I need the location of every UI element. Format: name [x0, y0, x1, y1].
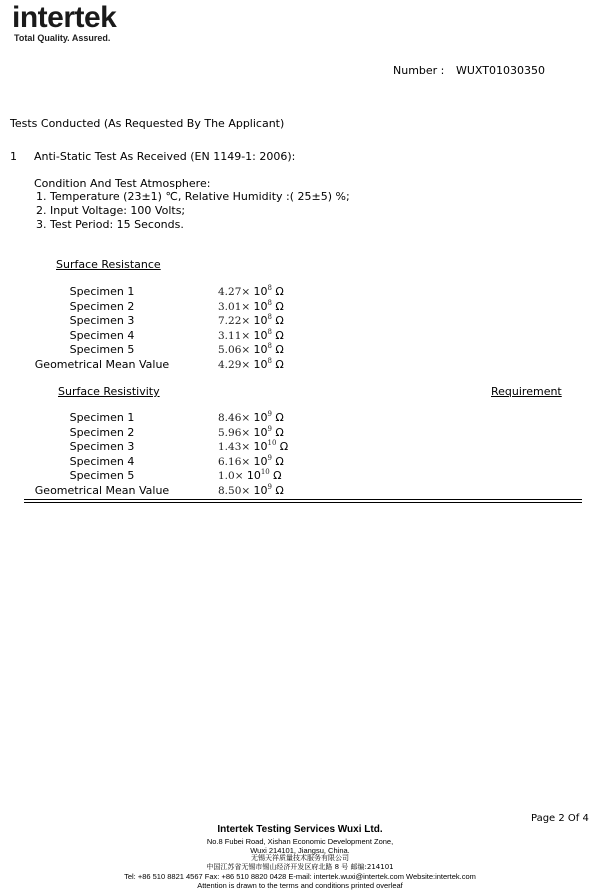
value-mantissa: 4.29× [218, 359, 251, 371]
ohm-unit: Ω [275, 411, 284, 424]
specimen-name: Specimen 2 [69, 426, 135, 439]
value-base: 10 [253, 285, 268, 298]
measurement-value [218, 440, 288, 453]
value-mantissa: 8.50× [218, 485, 251, 497]
specimen-name: Specimen 1 [69, 285, 135, 298]
value-exponent: 10 [260, 468, 270, 476]
intertek-logo: intertek [12, 1, 117, 34]
specimen-name: Specimen 3 [69, 440, 135, 453]
ohm-unit: Ω [275, 285, 284, 298]
value-base: 10 [253, 426, 268, 439]
value-mantissa: 8.46× [218, 412, 251, 424]
value-mantissa: 1.0× [218, 470, 244, 482]
footer-cn-company: 无锡天祥质量技术服务有限公司 [251, 854, 349, 862]
ohm-unit: Ω [275, 358, 284, 371]
measurement-value [218, 469, 282, 482]
value-mantissa: 5.06× [218, 344, 251, 356]
value-mantissa: 3.01× [218, 301, 251, 313]
value-exponent: 9 [267, 410, 272, 418]
ohm-unit: Ω [275, 300, 284, 313]
ohm-unit: Ω [275, 455, 284, 468]
ohm-unit: Ω [279, 440, 289, 453]
value-mantissa: 1.43× [218, 441, 251, 453]
ohm-unit: Ω [275, 343, 284, 356]
value-exponent: 10 [267, 439, 277, 447]
measurement-value [218, 455, 284, 468]
footer-contact: Tel: +86 510 8821 4567 Fax: +86 510 8820 0428 E-mail: intertek.wuxi@intertek.com Website:intertek.com [124, 872, 476, 881]
section-number: 1 [10, 150, 17, 163]
ohm-unit: Ω [275, 484, 284, 497]
measurement-value [218, 411, 284, 424]
value-mantissa: 6.16× [218, 456, 251, 468]
specimen-name: Specimen 3 [69, 314, 135, 327]
surface-resistance-heading: Surface Resistance [56, 258, 161, 271]
tests-heading: Tests Conducted (As Requested By The Applicant) [10, 117, 285, 130]
value-base: 10 [253, 343, 268, 356]
ohm-unit: Ω [273, 469, 282, 482]
ohm-unit: Ω [275, 314, 284, 327]
table-rule-bottom [24, 502, 582, 503]
value-mantissa: 5.96× [218, 427, 251, 439]
logo-tagline: Total Quality. Assured. [14, 33, 111, 43]
specimen-name: Specimen 1 [69, 411, 135, 424]
value-base: 10 [253, 484, 268, 497]
value-base: 10 [253, 358, 268, 371]
section-title: Anti-Static Test As Received (EN 1149-1: 2006): [34, 150, 296, 163]
value-exponent: 9 [267, 454, 272, 462]
specimen-name: Specimen 5 [69, 469, 135, 482]
page-number: Page 2 Of 4 [531, 813, 589, 824]
table-rule-top [24, 499, 582, 500]
specimen-name: Geometrical Mean Value [34, 484, 170, 497]
measurement-value [218, 329, 284, 342]
footer-cn-address: 中国江苏省无锡市锡山经济开发区府北路 8 号 邮编:214101 [206, 863, 394, 871]
ohm-unit: Ω [275, 426, 284, 439]
value-base: 10 [246, 469, 261, 482]
specimen-name: Geometrical Mean Value [34, 358, 170, 371]
measurement-value [218, 314, 284, 327]
value-exponent: 8 [267, 342, 272, 350]
value-mantissa: 3.11× [218, 330, 251, 342]
value-base: 10 [253, 329, 268, 342]
surface-resistivity-heading: Surface Resistivity [58, 385, 160, 398]
value-exponent: 8 [267, 299, 272, 307]
value-exponent: 8 [267, 357, 272, 365]
value-mantissa: 7.22× [218, 315, 251, 327]
value-base: 10 [253, 300, 268, 313]
measurement-value [218, 343, 284, 356]
value-exponent: 8 [267, 328, 272, 336]
footer-attention: Attention is drawn to the terms and conditions printed overleaf [197, 881, 403, 890]
ohm-unit: Ω [275, 329, 284, 342]
specimen-name: Specimen 4 [69, 455, 135, 468]
value-exponent: 9 [267, 483, 272, 491]
report-number-label: Number : [393, 64, 445, 77]
footer-address-line1: No.8 Fubei Road, Xishan Economic Development Zone, [206, 837, 394, 846]
value-base: 10 [253, 455, 268, 468]
value-base: 10 [253, 440, 268, 453]
value-exponent: 8 [267, 284, 272, 292]
condition-item: 3. Test Period: 15 Seconds. [36, 218, 184, 231]
condition-item: 1. Temperature (23±1) ℃, Relative Humidity :( 25±5) %; [36, 190, 350, 203]
specimen-name: Specimen 2 [69, 300, 135, 313]
value-mantissa: 4.27× [218, 286, 251, 298]
report-number-value: WUXT01030350 [456, 64, 545, 77]
value-base: 10 [253, 314, 268, 327]
footer-company: Intertek Testing Services Wuxi Ltd. [217, 824, 383, 835]
value-base: 10 [253, 411, 268, 424]
specimen-name: Specimen 4 [69, 329, 135, 342]
footer-address-line2: Wuxi 214101, Jiangsu, China. [250, 846, 350, 855]
measurement-value [218, 426, 284, 439]
specimen-name: Specimen 5 [69, 343, 135, 356]
value-exponent: 9 [267, 425, 272, 433]
value-exponent: 8 [267, 313, 272, 321]
measurement-value [218, 358, 284, 371]
requirement-heading: Requirement [491, 385, 562, 398]
measurement-value [218, 300, 284, 313]
condition-item: 2. Input Voltage: 100 Volts; [36, 204, 186, 217]
condition-heading: Condition And Test Atmosphere: [34, 177, 211, 190]
measurement-value [218, 484, 284, 497]
measurement-value [218, 285, 284, 298]
